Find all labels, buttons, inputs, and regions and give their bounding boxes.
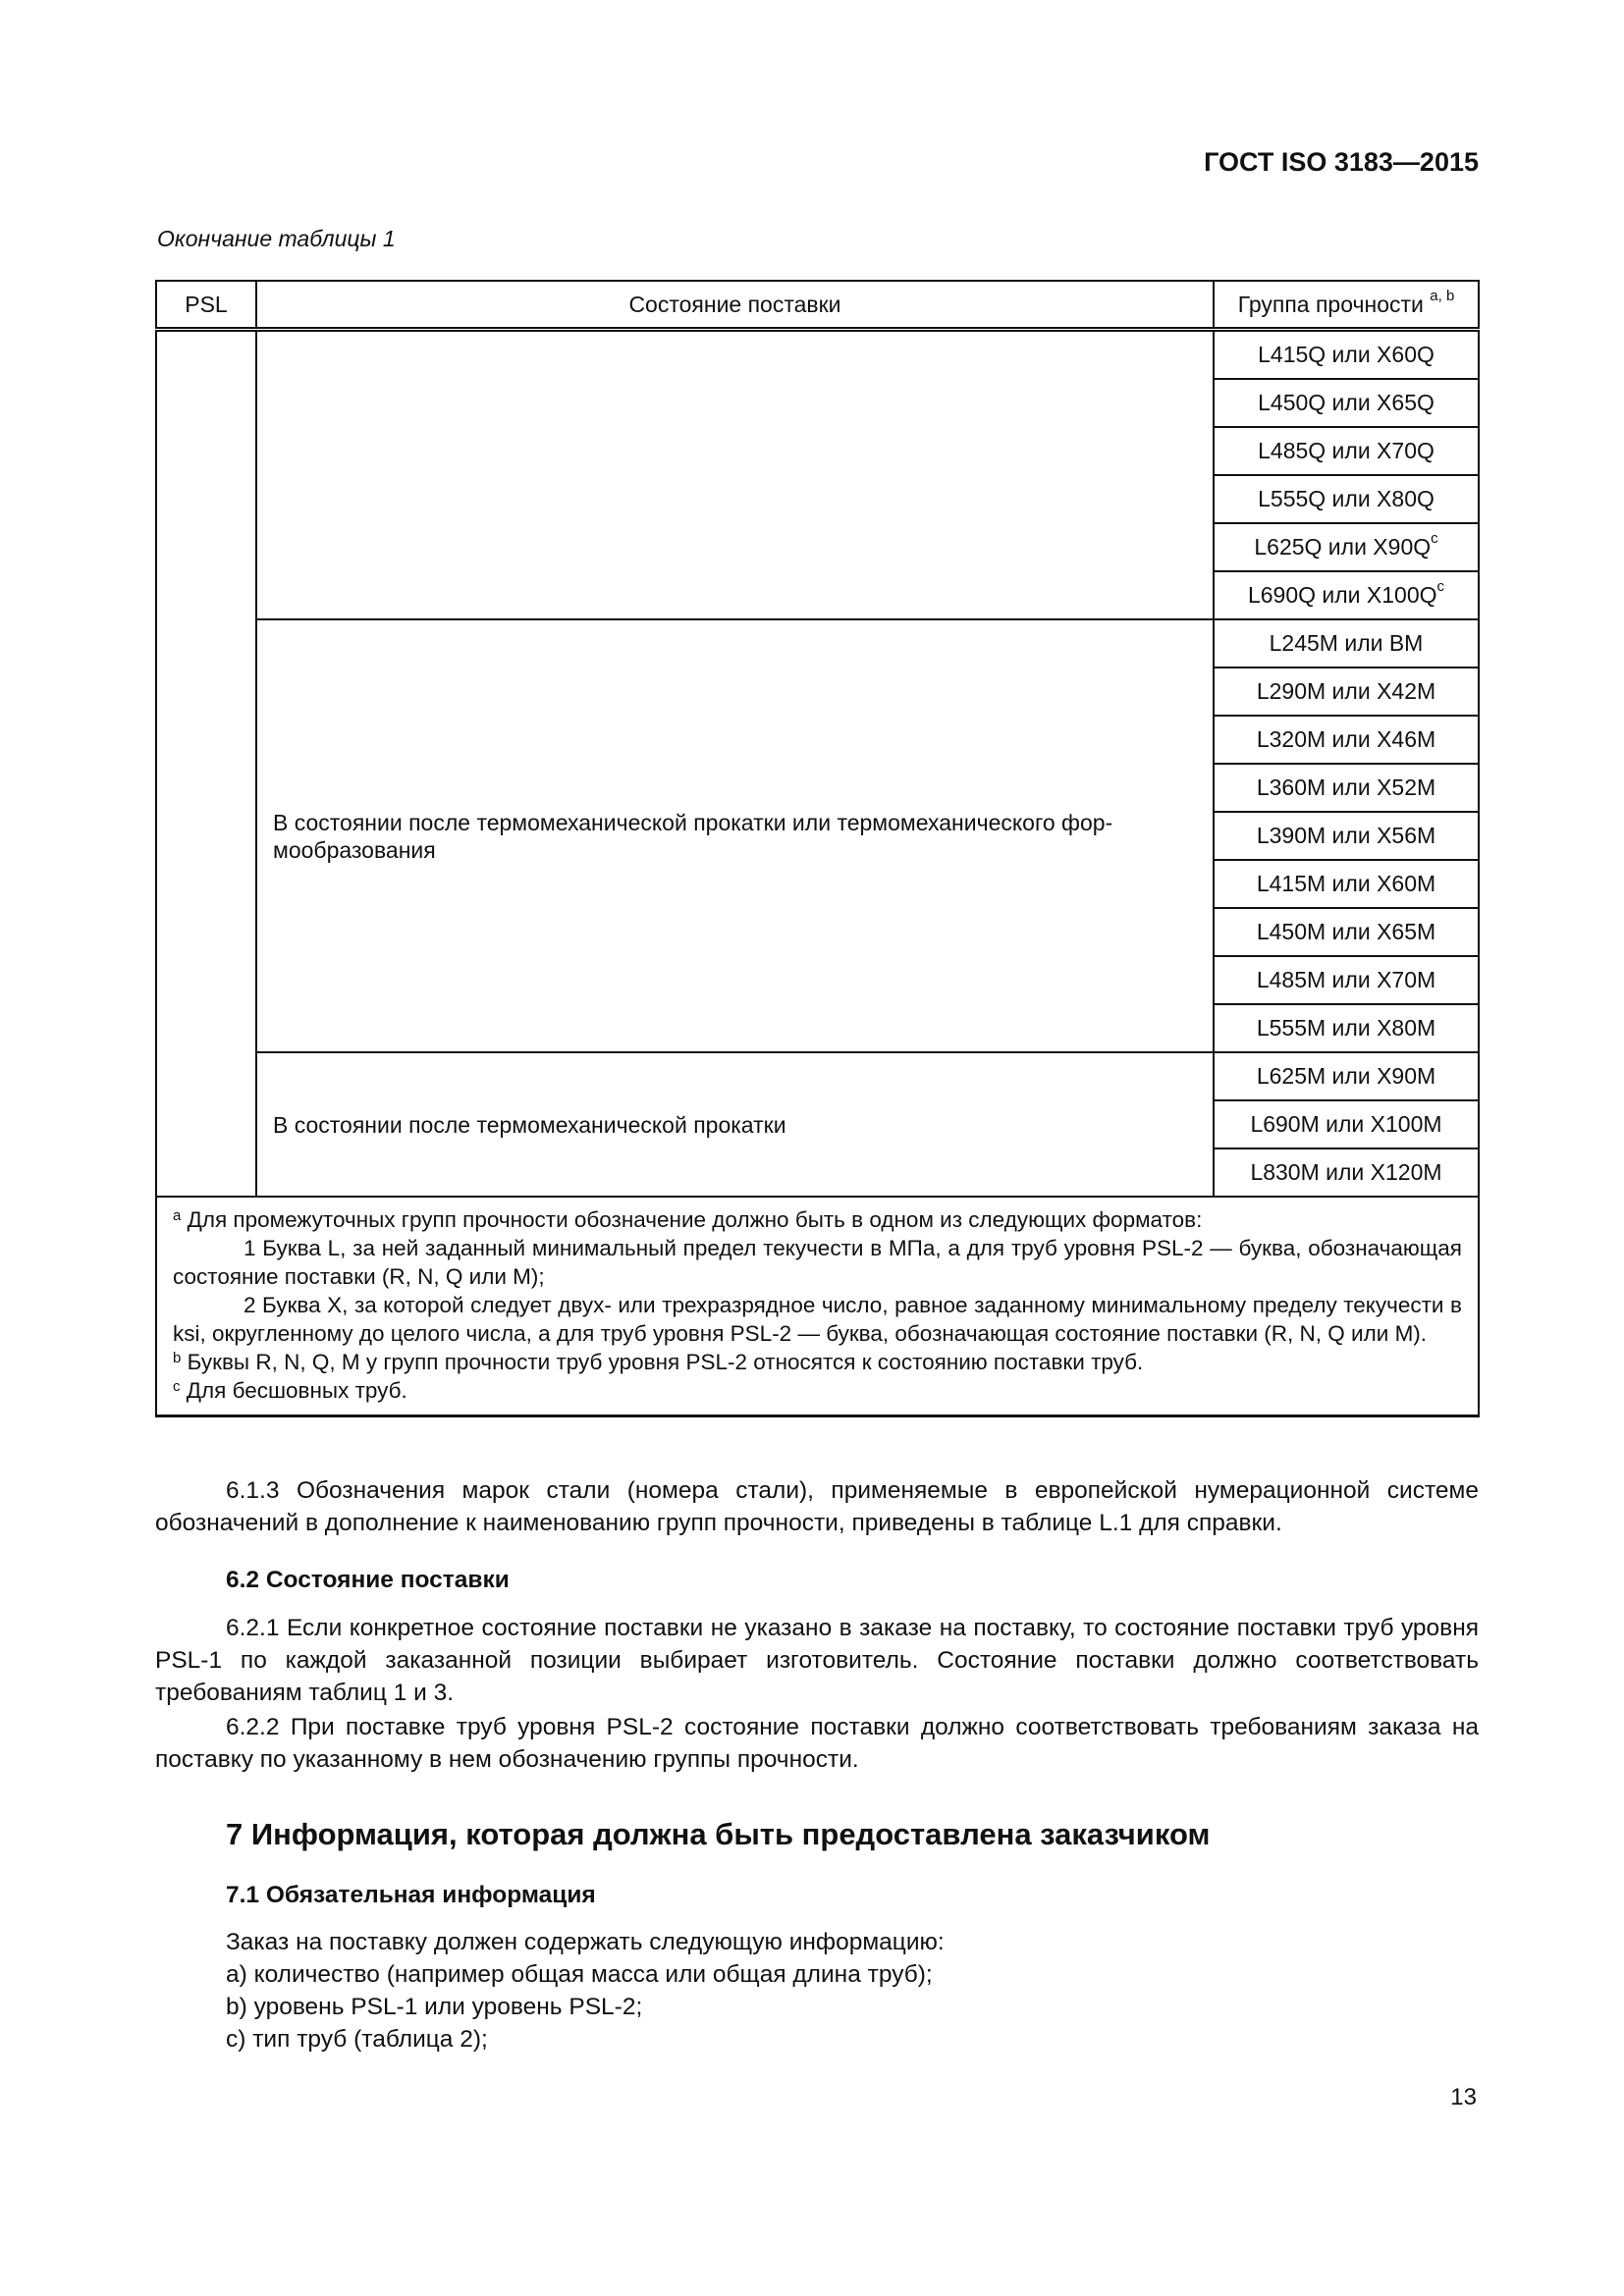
heading-7: 7 Информация, которая должна быть предоставлена заказчиком <box>226 1817 1211 1851</box>
grade-label: L360M или X52M <box>1256 774 1436 800</box>
strength-grade-cell <box>1214 379 1479 427</box>
strength-grade-cell <box>1214 908 1479 956</box>
table-row <box>156 330 1479 380</box>
table-row <box>156 619 1479 667</box>
strength-grade-cell <box>1214 475 1479 523</box>
grade-header-label: Группа прочности <box>1237 291 1424 317</box>
strength-grade-cell <box>1214 1100 1479 1148</box>
strength-grade-cell <box>1214 619 1479 667</box>
list-item: c) тип труб (таблица 2); <box>226 2026 488 2053</box>
grade-label: L450M или X65M <box>1256 919 1436 944</box>
grade-label: L485Q или X70Q <box>1258 438 1435 463</box>
footnote-text: Для промежуточных групп прочности обозначение должно быть в одном из следующих форматов: <box>187 1207 1203 1232</box>
grade-label: L290M или X42M <box>1256 678 1436 704</box>
column-header-psl: PSL <box>156 281 256 330</box>
table-caption: Окончание таблицы 1 <box>157 226 396 251</box>
delivery-state-cell: В состоянии после термомеханической прокатки <box>256 1052 1214 1197</box>
strength-grade-cell <box>1214 330 1479 380</box>
strength-grade-cell <box>1214 956 1479 1004</box>
grade-label: L555Q или X80Q <box>1258 486 1435 511</box>
footnote-b <box>173 1348 1462 1376</box>
grade-label: L690M или X100M <box>1250 1111 1442 1137</box>
grade-label: L690Q или X100Q <box>1247 582 1437 608</box>
grade-label: L390M или X56M <box>1256 823 1436 848</box>
strength-group-table <box>155 280 1480 1417</box>
delivery-state-cell <box>256 330 1214 620</box>
strength-grade-cell <box>1214 716 1479 764</box>
table-row <box>156 1052 1479 1100</box>
paragraph-text: 6.2.2 При поставке труб уровня PSL-2 состояние поставки должно соответствовать требованиям заказа на поставку по указанному в нем обозначению группы прочности. <box>155 1714 1479 1773</box>
grade-label: L625M или X90M <box>1256 1063 1436 1089</box>
strength-grade-cell <box>1214 1148 1479 1197</box>
psl-cell <box>156 330 256 1198</box>
order-info-list <box>226 1926 1404 2056</box>
strength-grade-cell <box>1214 427 1479 475</box>
strength-grade-cell <box>1214 1052 1479 1100</box>
paragraph-text: 6.2.1 Если конкретное состояние поставки не указано в заказе на поставку, то состояние поставки труб уровня PSL-1 по каждой заказанной позиции выбирает изготовитель. Состояние поставки должно соответствовать требованиям таблиц 1 и 3. <box>155 1615 1479 1706</box>
column-header-state: Состояние поставки <box>256 281 1214 330</box>
grade-label: L555M или X80M <box>1256 1015 1436 1041</box>
grade-label: L415Q или X60Q <box>1258 342 1435 367</box>
footnote-ref: c <box>1431 530 1438 547</box>
footnote-mark: c <box>173 1378 181 1395</box>
strength-grade-cell <box>1214 764 1479 812</box>
table-footnotes <box>156 1197 1479 1416</box>
strength-grade-cell <box>1214 667 1479 716</box>
paragraph-6-2-2 <box>155 1711 1479 1776</box>
strength-grade-cell <box>1214 523 1479 571</box>
paragraph-text: 6.1.3 Обозначения марок стали (номера стали), применяемые в европейской нумерационной системе обозначений в дополнение к наименованию групп прочности, приведены в таблице L.1 для справки. <box>155 1477 1479 1536</box>
footnote-mark: b <box>173 1350 182 1366</box>
grade-label: L415M или X60M <box>1256 871 1436 896</box>
footnote-text: Для бесшовных труб. <box>186 1378 407 1403</box>
list-item: a) количество (например общая масса или общая длина труб); <box>226 1961 933 1988</box>
page-number: 13 <box>1450 2084 1477 2110</box>
grade-label: L320M или X46M <box>1256 726 1436 752</box>
grade-label: L245M или BM <box>1269 630 1424 656</box>
footnote-a <box>173 1205 1462 1234</box>
heading-6-2: 6.2 Состояние поставки <box>226 1567 510 1593</box>
heading-7-1: 7.1 Обязательная информация <box>226 1882 596 1908</box>
footnote-c <box>173 1376 1462 1405</box>
paragraph-6-1-3 <box>155 1474 1479 1539</box>
footnote-text: Буквы R, N, Q, M у групп прочности труб уровня PSL-2 относятся к состоянию поставки труб. <box>187 1350 1144 1374</box>
footnote-a2: 2 Буква X, за которой следует двух- или трехразрядное число, равное заданному минимальному пределу текучести в ksi, округленному до целого числа, а для труб уровня PSL-2 — буква, обозначающая состояние поставки (R, N, Q или M). <box>173 1293 1462 1346</box>
document-code: ГОСТ ISO 3183—2015 <box>1204 147 1479 177</box>
grade-label: L485M или X70M <box>1256 967 1436 992</box>
footnote-a1: 1 Буква L, за ней заданный минимальный предел текучести в МПа, а для труб уровня PSL-2 — буква, обозначающая состояние поставки (R, N, Q или M); <box>173 1236 1462 1289</box>
list-intro: Заказ на поставку должен содержать следующую информацию: <box>226 1929 945 1955</box>
strength-grade-cell <box>1214 571 1479 619</box>
footnote-ref: a, b <box>1430 287 1455 304</box>
list-item: b) уровень PSL-1 или уровень PSL-2; <box>226 1994 643 2020</box>
strength-grade-cell <box>1214 812 1479 860</box>
delivery-state-cell: В состоянии после термомеханической прокатки или термомеханического фор-мообразования <box>256 619 1214 1052</box>
strength-grade-cell <box>1214 860 1479 908</box>
strength-grade-cell <box>1214 1004 1479 1052</box>
column-header-grade <box>1214 281 1479 330</box>
paragraph-6-2-1 <box>155 1612 1479 1709</box>
grade-label: L830M или X120M <box>1250 1159 1442 1185</box>
footnote-mark: a <box>173 1207 182 1224</box>
grade-label: L450Q или X65Q <box>1258 390 1435 415</box>
footnote-ref: c <box>1436 578 1445 595</box>
grade-label: L625Q или X90Q <box>1254 534 1432 560</box>
